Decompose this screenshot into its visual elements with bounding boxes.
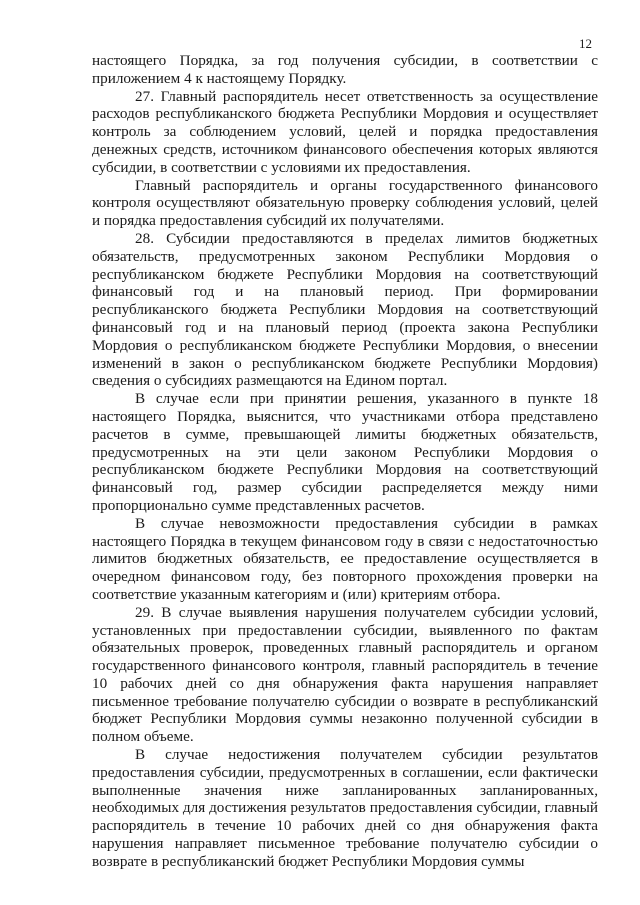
paragraph-29-results-not-achieved: В случае недостижения получателем субсидии результатов предоставления субсидии, предусмотренных в соглашении, если фактически выполненные значения ниже запланированных запланированных, необходимых для достижения результатов предоставления субсидии, главный распорядитель в течение 10 рабочих дней со дня обнаружения факта нарушения направляет письменное требование получателю субсидии о возврате в республиканский бюджет Республики Мордовия суммы [92,746,598,870]
paragraph-27-financial-control: Главный распорядитель и органы государственного финансового контроля осуществляют обязательную проверку соблюдения условий, целей и порядка предоставления субсидий их получателями. [92,176,598,230]
paragraph-29: 29. В случае выявления нарушения получателем субсидии условий, установленных при предоставлении субсидии, выявленного по фактам обязательных проверок, проведенных главный распорядитель и органом государственного финансового контроля, главный распорядитель в течение 10 рабочих дней со дня обнаружения факта нарушения направляет письменное требование получателю субсидии о возврате в республиканский бюджет Республики Мордовия суммы незаконно полученной субсидии в полном объеме. [92,603,598,746]
paragraph-27: 27. Главный распорядитель несет ответственность за осуществление расходов республиканского бюджета Республики Мордовия и осуществляет контроль за соблюдением условий, целей и порядка предоставления денежных средств, источником финансового обеспечения которых являются субсидии, в соответствии с условиями их предоставления. [92,87,598,176]
page-number: 12 [579,36,592,51]
paragraph-continuation: настоящего Порядка, за год получения субсидии, в соответствии с приложением 4 к настоящему Порядку. [92,52,598,87]
document-body [92,52,598,871]
paragraph-28: 28. Субсидии предоставляются в пределах лимитов бюджетных обязательств, предусмотренных законом Республики Мордовия о республиканском бюджете Республики Мордовия на соответствующий финансовый год и на плановый период. При формировании республиканского бюджета Республики Мордовия на соответствующий финансовый год и на плановый период (проекта закона Республики Мордовия о республиканском бюджете Республики Мордовия, о внесении изменений в закон о республиканском бюджете Республики Мордовия) сведения о субсидиях размещаются на Едином портал. [92,229,598,390]
paragraph-28-excess-calculations: В случае если при принятии решения, указанного в пункте 18 настоящего Порядка, выяснится, что участниками отбора представлено расчетов в сумме, превышающей лимиты бюджетных обязательств, предусмотренных на эти цели законом Республики Мордовия о республиканском бюджете Республики Мордовия на соответствующий финансовый год, размер субсидии распределяется между ними пропорционально сумме представленных расчетов. [92,390,598,514]
paragraph-28-insufficient-limits: В случае невозможности предоставления субсидии в рамках настоящего Порядка в текущем финансовом году в связи с недостаточностью лимитов бюджетных обязательств, ее предоставление осуществляется в очередном финансовом году, без повторного прохождения проверки на соответствие указанным категориям и (или) критериям отбора. [92,514,598,603]
